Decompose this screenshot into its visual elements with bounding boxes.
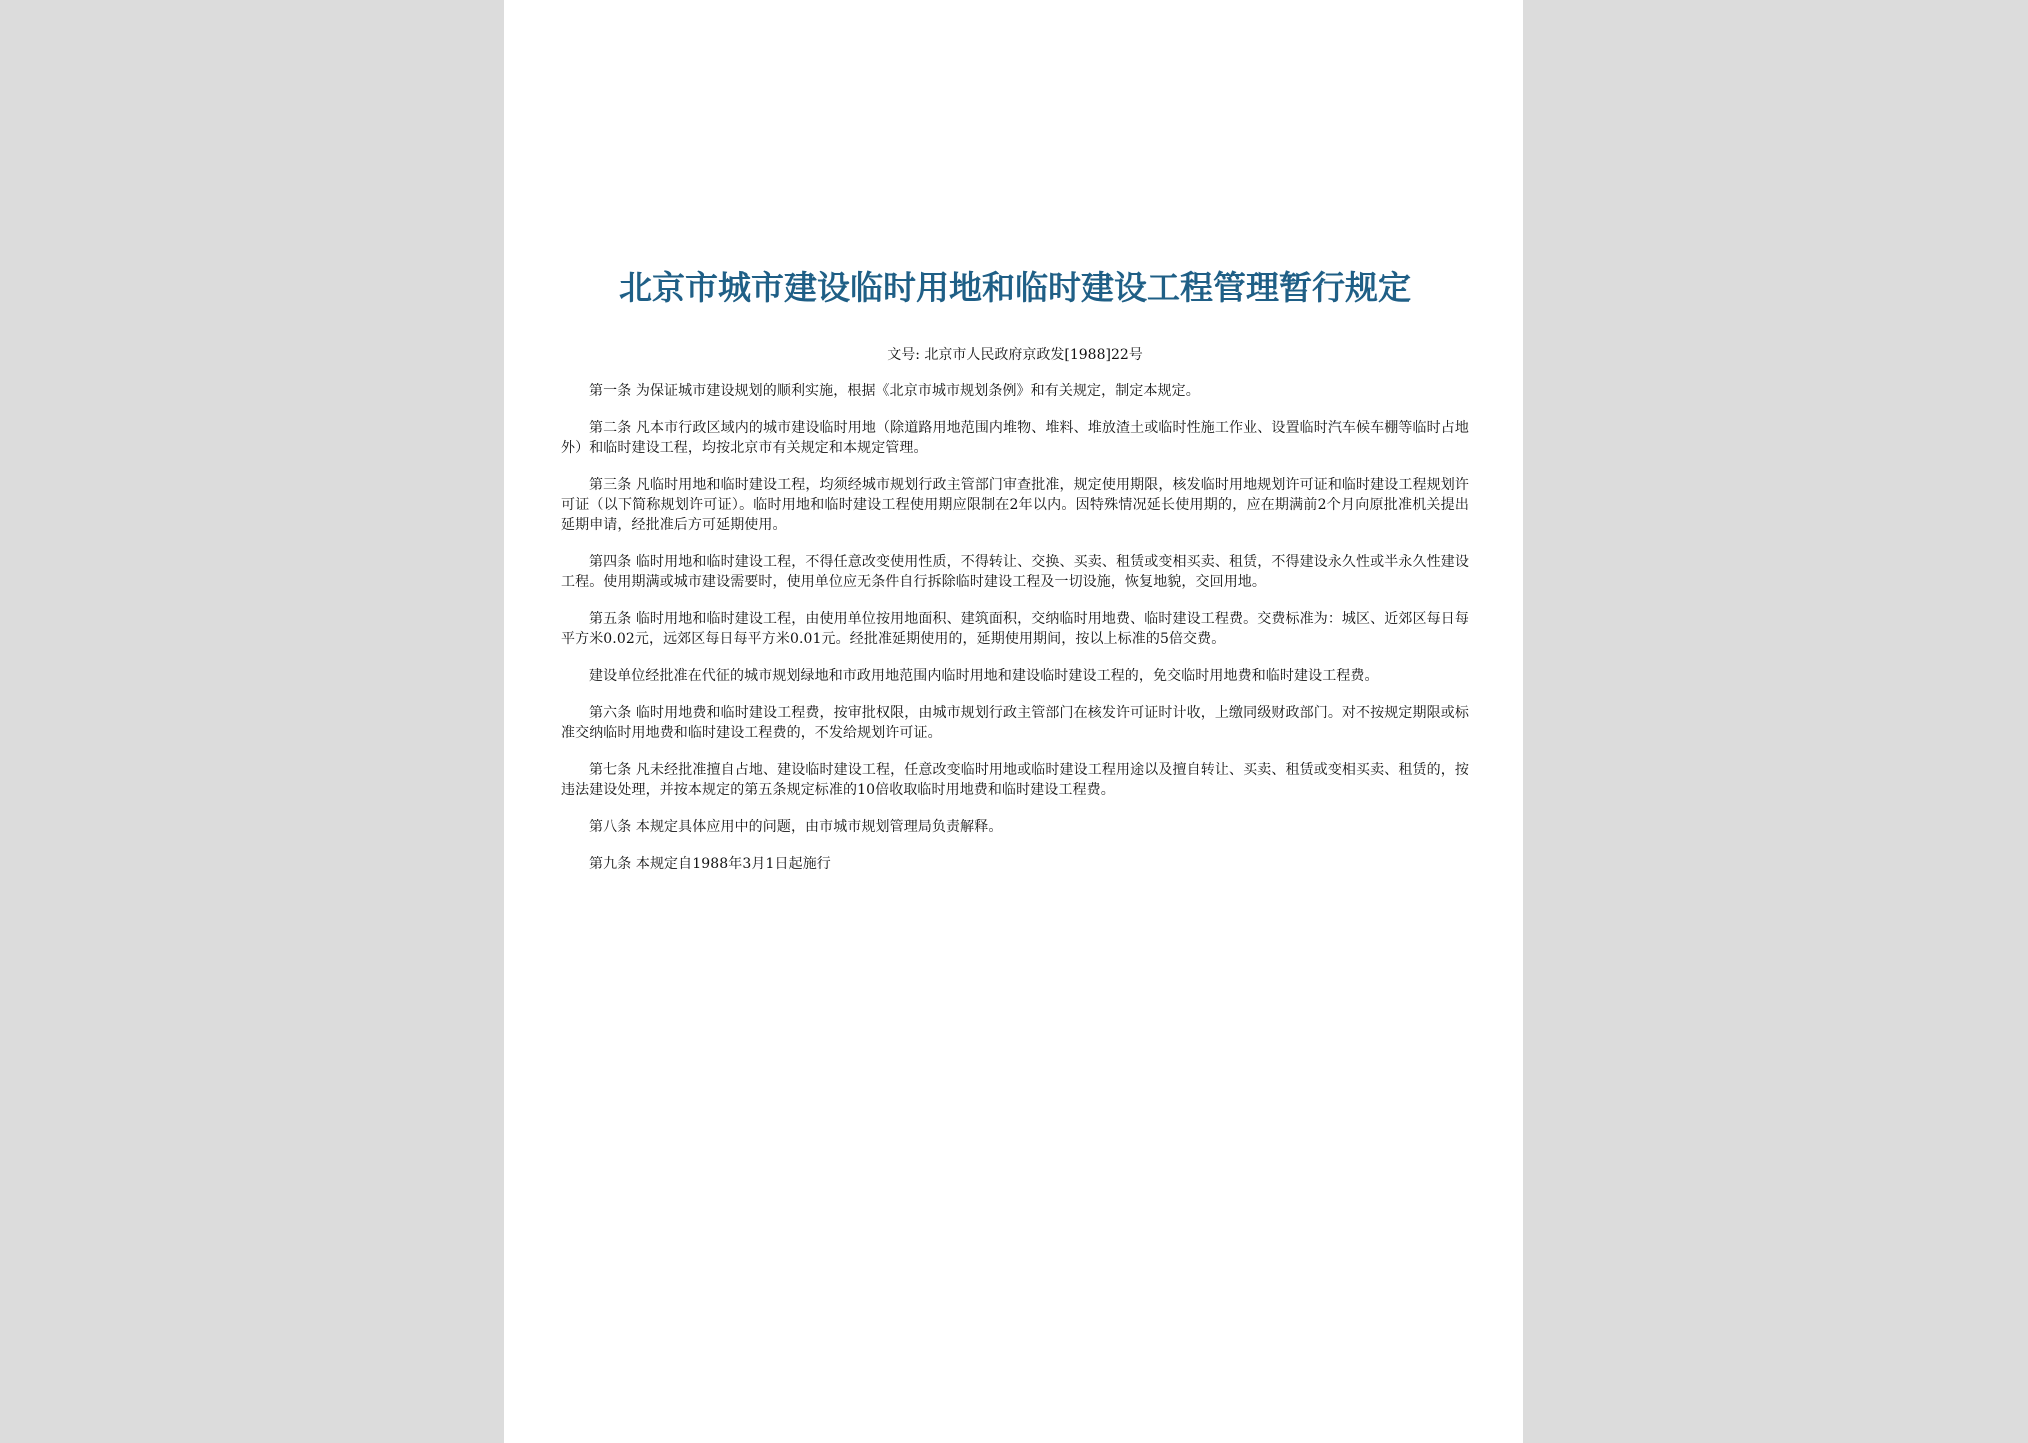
article-5-supplement: 建设单位经批准在代征的城市规划绿地和市政用地范围内临时用地和建设临时建设工程的，免交临时用地费和临时建设工程费。 <box>589 668 1379 684</box>
article-4: 第四条 临时用地和临时建设工程，不得任意改变使用性质，不得转让、交换、买卖、租赁或变相买卖、租赁，不得建设永久性或半永久性建设工程。使用期满或城市建设需要时，使用单位应无条件自行拆除临时建设工程及一切设施，恢复地貌，交回用地。 <box>561 554 1469 590</box>
article-9: 第九条 本规定自1988年3月1日起施行 <box>589 856 831 872</box>
article-8: 第八条 本规定具体应用中的问题，由市城市规划管理局负责解释。 <box>589 819 1003 835</box>
article-5: 第五条 临时用地和临时建设工程，由使用单位按用地面积、建筑面积，交纳临时用地费、临时建设工程费。交费标准为：城区、近郊区每日每平方米0.02元，远郊区每日每平方米0.01元。经批准延期使用的，延期使用期间，按以上标准的5倍交费。 <box>561 611 1469 647</box>
document-body <box>561 381 1469 891</box>
article-2: 第二条 凡本市行政区域内的城市建设临时用地（除道路用地范围内堆物、堆料、堆放渣土或临时性施工作业、设置临时汽车候车棚等临时占地外）和临时建设工程，均按北京市有关规定和本规定管理。 <box>561 420 1469 456</box>
article-1: 第一条 为保证城市建设规划的顺利实施，根据《北京市城市规划条例》和有关规定，制定本规定。 <box>589 383 1200 399</box>
article-7: 第七条 凡未经批准擅自占地、建设临时建设工程，任意改变临时用地或临时建设工程用途以及擅自转让、买卖、租赁或变相买卖、租赁的，按违法建设处理，并按本规定的第五条规定标准的10倍收取临时用地费和临时建设工程费。 <box>561 762 1469 798</box>
document-title: 北京市城市建设临时用地和临时建设工程管理暂行规定 <box>619 268 1411 307</box>
article-6: 第六条 临时用地费和临时建设工程费，按审批权限，由城市规划行政主管部门在核发许可证时计收，上缴同级财政部门。对不按规定期限或标准交纳临时用地费和临时建设工程费的，不发给规划许可证。 <box>561 705 1469 741</box>
article-3: 第三条 凡临时用地和临时建设工程，均须经城市规划行政主管部门审查批准，规定使用期限，核发临时用地规划许可证和临时建设工程规划许可证（以下简称规划许可证）。临时用地和临时建设工程使用期应限制在2年以内。因特殊情况延长使用期的，应在期满前2个月向原批准机关提出延期申请，经批准后方可延期使用。 <box>561 477 1469 533</box>
document-page <box>504 0 1523 1443</box>
document-number: 文号: 北京市人民政府京政发[1988]22号 <box>887 347 1143 363</box>
